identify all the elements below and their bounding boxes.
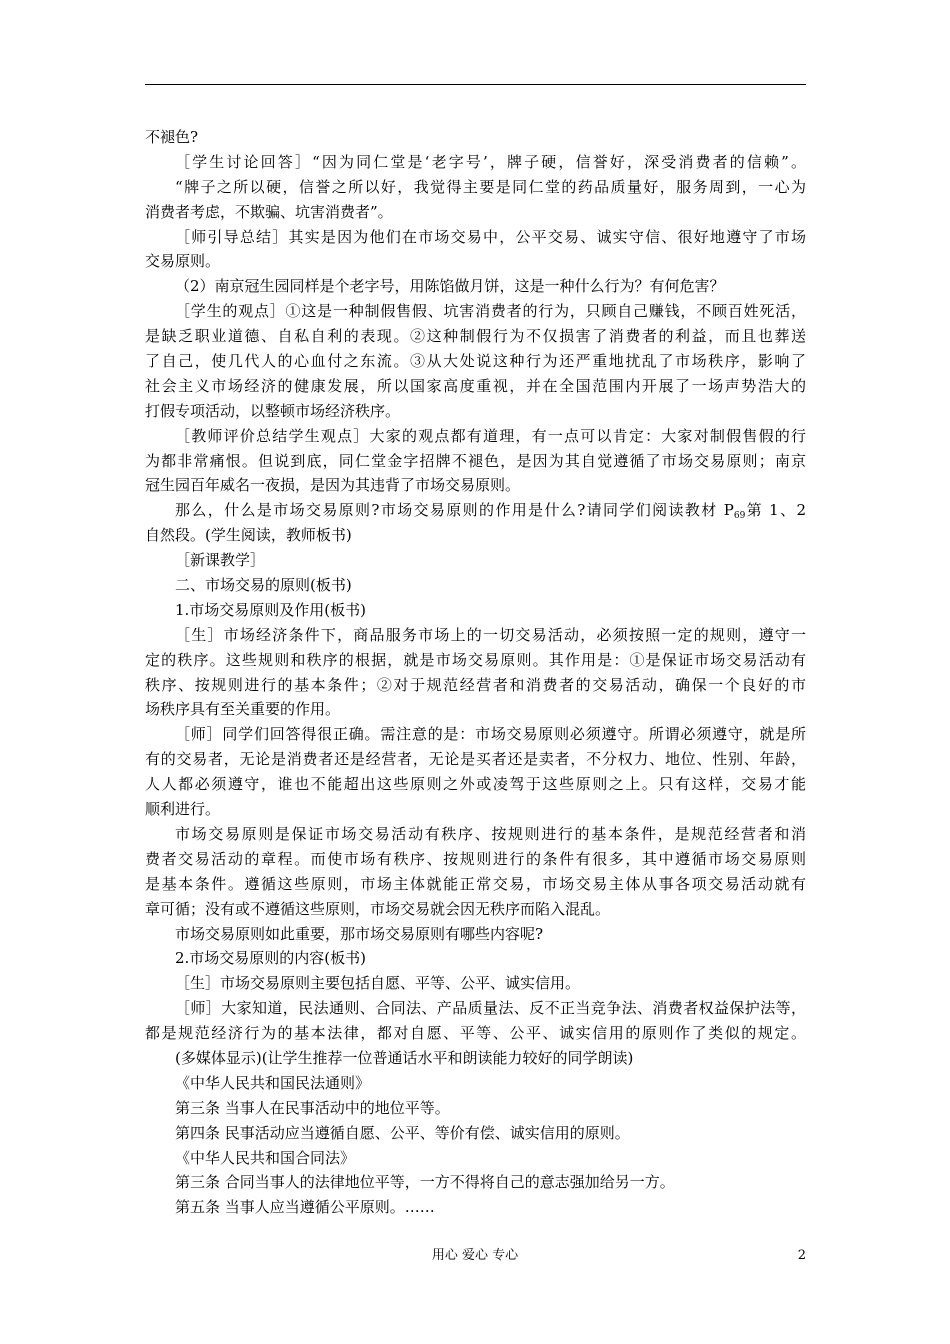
text-line: 定的秩序。这些规则和秩序的根据，就是市场交易原则。其作用是：①是保证市场交易活动有	[145, 650, 806, 669]
paragraph	[145, 1170, 806, 1195]
paragraph	[145, 299, 806, 423]
text-line: 了自己，使几代人的心血付之东流。③从大处说这种行为还严重地扰乱了市场秩序，影响了	[145, 352, 806, 371]
text-line: 都是规范经济行为的基本法律，都对自愿、平等、公平、诚实信用的原则作了类似的规定。	[145, 1024, 806, 1043]
paragraph	[145, 1146, 806, 1171]
text-line: ［学生的观点］①这是一种制假售假、坑害消费者的行为，只顾自己赚钱，不顾百姓死活，	[175, 302, 806, 321]
paragraph	[145, 1096, 806, 1121]
text-line: 社会主义市场经济的健康发展，所以国家高度重视，并在全国范围内开展了一场声势浩大的	[145, 376, 806, 395]
law-article: 第五条 当事人应当遵循公平原则。……	[175, 1198, 435, 1217]
paragraph	[145, 548, 806, 573]
text-line: ［教师评价总结学生观点］大家的观点都有道理，有一点可以肯定：大家对制假售假的行	[175, 426, 806, 445]
paragraph	[145, 922, 806, 947]
text-line: 是缺乏职业道德、自私自利的表现。②这种制假行为不仅损害了消费者的利益，而且也葬送	[145, 327, 806, 346]
paragraph	[145, 498, 806, 548]
text-line: 市场交易原则如此重要，那市场交易原则有哪些内容呢?	[175, 924, 544, 943]
text-line: 消费者考虑，不欺骗、坑害消费者”。	[145, 202, 393, 221]
paragraph	[145, 1195, 806, 1220]
text-line: 顺利进行。	[145, 800, 221, 819]
law-article: 第四条 民事活动应当遵循自愿、公平、等价有偿、诚实信用的原则。	[175, 1123, 630, 1142]
paragraph	[145, 722, 806, 822]
paragraph	[145, 1071, 806, 1096]
text-line: 自然段。(学生阅读，教师板书)	[145, 526, 352, 545]
text-line: 费者交易活动的章程。而使市场有秩序、按规则进行的条件有很多，其中遵循市场交易原则	[145, 849, 806, 868]
text-line: ［生］市场经济条件下，商品服务市场上的一切交易活动，必须按照一定的规则，遵守一	[175, 625, 806, 644]
text-line: 是基本条件。遵循这些原则，市场主体就能正常交易，市场交易主体从事各项交易活动就有	[145, 874, 806, 893]
subsection-heading: 2.市场交易原则的内容(板书)	[175, 949, 367, 968]
text-line	[145, 498, 806, 523]
paragraph	[145, 274, 806, 299]
paragraph	[145, 1121, 806, 1146]
text-line: ［师］大家知道，民法通则、合同法、产品质量法、反不正当竞争法、消费者权益保护法等，	[175, 999, 806, 1018]
paragraph	[145, 573, 806, 598]
text-line: 人人都必须遵守，谁也不能超出这些原则之外或凌驾于这些原则之上。只有这样，交易才能	[145, 775, 806, 794]
text-line: ［师引导总结］其实是因为他们在市场交易中，公平交易、诚实守信、很好地遵守了市场	[175, 227, 806, 246]
paragraph	[145, 598, 806, 623]
law-title: 《中华人民共和国民法通则》	[175, 1073, 371, 1092]
text-line: ［师］同学们回答得很正确。需注意的是：市场交易原则必须遵守。所谓必须遵守，就是所	[175, 725, 806, 744]
text-line: ［生］市场交易原则主要包括自愿、平等、公平、诚实信用。	[175, 974, 581, 993]
law-article: 第三条 合同当事人的法律地位平等，一方不得将自己的意志强加给另一方。	[175, 1173, 675, 1192]
paragraph	[145, 971, 806, 996]
header-rule	[145, 84, 806, 85]
paragraph	[145, 623, 806, 723]
paragraph	[145, 175, 806, 225]
paragraph	[145, 424, 806, 499]
text-line: 章可循；没有或不遵循这些原则，市场交易就会因无秩序而陷入混乱。	[145, 899, 611, 918]
text-line: （2）南京冠生园同样是个老字号，用陈馅做月饼，这是一种什么行为？有何危害？	[175, 277, 725, 296]
text-segment: 第 1、2	[745, 501, 806, 520]
text-segment: 那么，什么是市场交易原则?市场交易原则的作用是什么?请同学们阅读教材 P	[175, 501, 734, 520]
text-line: 不褪色?	[145, 128, 199, 146]
page-reference-subscript: 69	[733, 511, 746, 522]
document-body	[145, 125, 806, 1220]
text-line: 秩序、按规则进行的基本条件；②对于规范经营者和消费者的交易活动，确保一个良好的市	[145, 675, 806, 694]
text-line: ［学生讨论回答］“因为同仁堂是‘老字号’，牌子硬，信誉好，深受消费者的信赖”。	[175, 152, 806, 171]
footer-motto: 用心 爱心 专心	[431, 1248, 519, 1263]
text-line: 有的交易者，无论是消费者还是经营者，无论是买者还是卖者，不分权力、地位、性别、年龄，	[145, 750, 806, 769]
paragraph	[145, 150, 806, 175]
subsection-heading: 1.市场交易原则及作用(板书)	[175, 600, 367, 619]
paragraph	[145, 125, 806, 150]
page-number: 2	[797, 1248, 806, 1263]
text-line: 为都非常痛恨。但说到底，同仁堂金字招牌不褪色，是因为其自觉遵循了市场交易原则；南京	[145, 451, 806, 470]
paragraph	[145, 946, 806, 971]
section-label: ［新课教学］	[175, 551, 266, 570]
text-line: “牌子之所以硬，信誉之所以好，我觉得主要是同仁堂的药品质量好，服务周到，一心为	[175, 177, 806, 196]
text-line: 打假专项活动，以整顿市场经济秩序。	[145, 401, 401, 420]
paragraph	[145, 225, 806, 275]
text-line: 场秩序具有至关重要的作用。	[145, 700, 341, 719]
text-line: 冠生园百年威名一夜损，是因为其违背了市场交易原则。	[145, 476, 521, 495]
text-line: (多媒体显示)(让学生推荐一位普通话水平和朗读能力较好的同学朗读)	[175, 1048, 634, 1067]
section-heading: 二、市场交易的原则(板书)	[175, 576, 352, 595]
paragraph	[145, 996, 806, 1046]
text-line: 市场交易原则是保证市场交易活动有秩序、按规则进行的基本条件，是规范经营者和消	[175, 824, 806, 843]
law-article: 第三条 当事人在民事活动中的地位平等。	[175, 1098, 450, 1117]
text-line: 交易原则。	[145, 252, 221, 271]
paragraph	[145, 1046, 806, 1071]
paragraph	[145, 822, 806, 922]
law-title: 《中华人民共和国合同法》	[175, 1148, 356, 1167]
